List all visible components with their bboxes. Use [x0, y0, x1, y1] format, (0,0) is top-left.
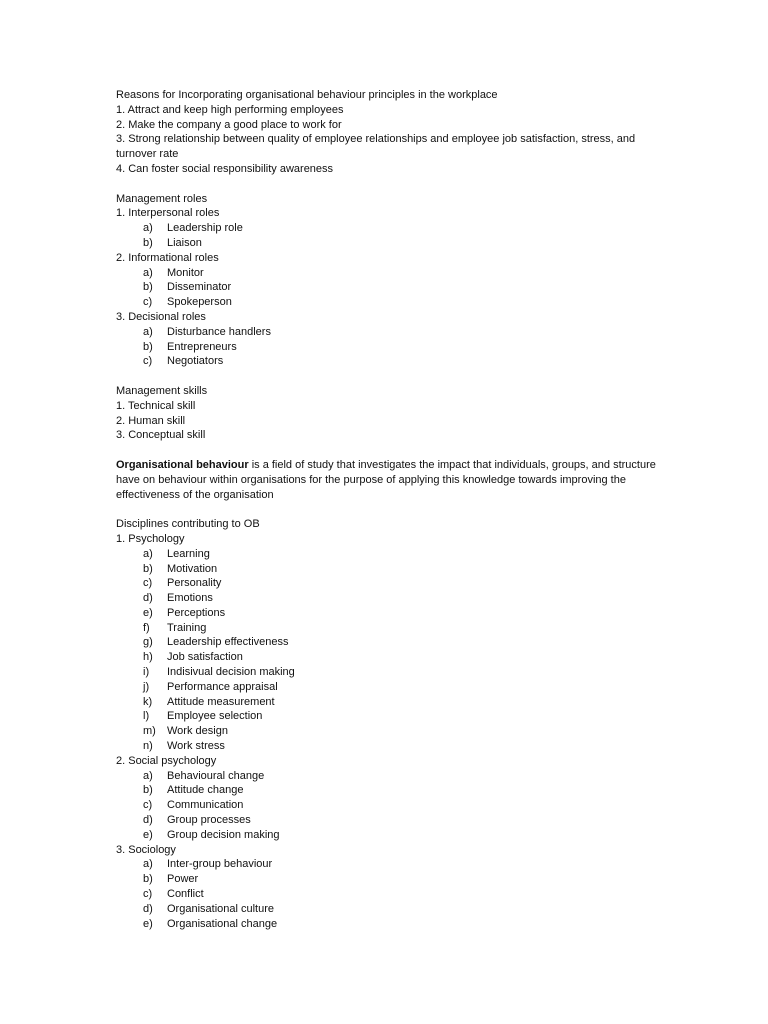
- management-roles-list: [116, 206, 656, 369]
- list-item-text: Indisivual decision making: [167, 666, 295, 679]
- sub-list-item: [116, 576, 656, 591]
- disciplines-section: [116, 517, 656, 931]
- list-marker: d): [143, 592, 153, 605]
- list-marker: l): [143, 710, 150, 723]
- blank-line: [116, 369, 656, 384]
- sub-list-item: [116, 280, 656, 295]
- list-item-text: Leadership role: [167, 222, 243, 235]
- sub-list-item: [116, 902, 656, 917]
- list-item-text: Attitude measurement: [167, 695, 275, 708]
- list-marker: b): [143, 562, 153, 575]
- sub-list-item: [116, 591, 656, 606]
- sub-list-item: [116, 828, 656, 843]
- list-marker: a): [143, 266, 153, 279]
- list-item: 3. Conceptual skill: [116, 429, 206, 442]
- sub-list-item: [116, 635, 656, 650]
- list-item-text: Negotiators: [167, 355, 224, 368]
- list-item-text: Entrepreneurs: [167, 340, 237, 353]
- group-label: 2. Social psychology: [116, 754, 217, 767]
- list-item-text: Leadership effectiveness: [167, 636, 289, 649]
- management-roles-heading: Management roles: [116, 192, 208, 205]
- list-item: 2. Make the company a good place to work for: [116, 118, 342, 131]
- reasons-heading: Reasons for Incorporating organisational behaviour principles in the workplace: [116, 89, 498, 101]
- ob-definition: [116, 458, 656, 502]
- group-label: 1. Psychology: [116, 532, 185, 545]
- list-item-text: Group decision making: [167, 828, 280, 841]
- list-marker: d): [143, 902, 153, 915]
- list-marker: b): [143, 281, 153, 294]
- list-marker: f): [143, 621, 150, 634]
- list-item-text: Training: [167, 621, 207, 634]
- disciplines-list: [116, 532, 656, 932]
- list-marker: a): [143, 547, 153, 560]
- sub-list-item: [116, 872, 656, 887]
- list-item-text: Disturbance handlers: [167, 325, 271, 338]
- list-marker: a): [143, 769, 153, 782]
- list-item-text: Spokeperson: [167, 296, 232, 309]
- list-item-text: Performance appraisal: [167, 680, 278, 693]
- list-item-text: Motivation: [167, 562, 218, 575]
- list-marker: i): [143, 666, 150, 679]
- list-marker: b): [143, 784, 153, 797]
- sub-list-item: [116, 695, 656, 710]
- document-page: [116, 88, 656, 931]
- list-marker: h): [143, 651, 153, 664]
- list-marker: c): [143, 888, 153, 901]
- reasons-section: [116, 88, 656, 177]
- sub-list-item: [116, 606, 656, 621]
- list-item-text: Work stress: [167, 740, 225, 753]
- group-label: 1. Interpersonal roles: [116, 207, 220, 220]
- sub-list-item: [116, 857, 656, 872]
- list-item: 1. Attract and keep high performing employees: [116, 103, 344, 116]
- list-marker: a): [143, 858, 153, 871]
- list-item-text: Work design: [167, 725, 228, 738]
- sub-list-item: [116, 325, 656, 340]
- sub-list-item: [116, 709, 656, 724]
- sub-list-item: [116, 547, 656, 562]
- list-item-text: Conflict: [167, 888, 204, 901]
- sub-list-item: [116, 769, 656, 784]
- list-marker: e): [143, 917, 153, 930]
- list-marker: e): [143, 606, 153, 619]
- sub-list-item: [116, 221, 656, 236]
- sub-list-item: [116, 724, 656, 739]
- list-item-text: Monitor: [167, 266, 204, 279]
- sub-list-item: [116, 562, 656, 577]
- list-marker: c): [143, 799, 153, 812]
- sub-list-item: [116, 295, 656, 310]
- list-item-text: Organisational change: [167, 917, 278, 930]
- list-marker: c): [143, 296, 153, 309]
- sub-list-item: [116, 680, 656, 695]
- blank-line: [116, 443, 656, 458]
- sub-list-item: [116, 650, 656, 665]
- list-item-text: Disseminator: [167, 281, 232, 294]
- list-item-text: Communication: [167, 799, 244, 812]
- list-marker: n): [143, 740, 153, 753]
- list-marker: j): [143, 680, 150, 693]
- list-marker: b): [143, 873, 153, 886]
- list-item-text: Perceptions: [167, 606, 226, 619]
- list-item-text: Group processes: [167, 814, 251, 827]
- sub-list-item: [116, 813, 656, 828]
- definition-text: is a field of study that investigates the impact that individuals, groups, and structure have on behaviour within organisations for the purpose of applying this knowledge towards improving the effectiveness of the organisation: [116, 458, 656, 501]
- group-label: 3. Decisional roles: [116, 310, 206, 323]
- list-marker: g): [143, 636, 153, 649]
- list-item-text: Personality: [167, 577, 222, 590]
- definition-term: Organisational behaviour: [116, 458, 249, 471]
- list-marker: a): [143, 325, 153, 338]
- list-item-text: Attitude change: [167, 784, 244, 797]
- sub-list-item: [116, 621, 656, 636]
- list-marker: b): [143, 236, 153, 249]
- list-item-text: Employee selection: [167, 710, 263, 723]
- list-item-text: Emotions: [167, 592, 213, 605]
- sub-list-item: [116, 739, 656, 754]
- list-item-text: Liaison: [167, 236, 202, 249]
- management-skills-heading: Management skills: [116, 384, 208, 397]
- list-item: 2. Human skill: [116, 414, 186, 427]
- list-marker: c): [143, 577, 153, 590]
- list-item-text: Behavioural change: [167, 769, 265, 782]
- sub-list-item: [116, 236, 656, 251]
- list-item: 1. Technical skill: [116, 399, 196, 412]
- blank-line: [116, 177, 656, 192]
- list-marker: k): [143, 695, 153, 708]
- list-marker: a): [143, 222, 153, 235]
- sub-list-item: [116, 798, 656, 813]
- list-marker: m): [143, 725, 156, 738]
- sub-list-item: [116, 354, 656, 369]
- list-item-text: Learning: [167, 547, 210, 560]
- management-skills-section: [116, 384, 656, 443]
- list-item-text: Job satisfaction: [167, 651, 243, 664]
- list-marker: e): [143, 828, 153, 841]
- list-marker: b): [143, 340, 153, 353]
- sub-list-item: [116, 887, 656, 902]
- list-item: 4. Can foster social responsibility awareness: [116, 162, 334, 175]
- sub-list-item: [116, 340, 656, 355]
- sub-list-item: [116, 917, 656, 932]
- list-item-text: Organisational culture: [167, 902, 275, 915]
- list-item-text: Inter-group behaviour: [167, 858, 273, 871]
- group-label: 2. Informational roles: [116, 251, 219, 264]
- list-marker: d): [143, 814, 153, 827]
- blank-line: [116, 502, 656, 517]
- list-marker: c): [143, 355, 153, 368]
- group-label: 3. Sociology: [116, 843, 176, 856]
- sub-list-item: [116, 266, 656, 281]
- management-roles-section: [116, 192, 656, 370]
- list-item-text: Power: [167, 873, 199, 886]
- sub-list-item: [116, 783, 656, 798]
- sub-list-item: [116, 665, 656, 680]
- list-item: 3. Strong relationship between quality of employee relationships and employee job satisfaction, stress, and turnover rate: [116, 133, 636, 161]
- disciplines-heading: Disciplines contributing to OB: [116, 518, 260, 531]
